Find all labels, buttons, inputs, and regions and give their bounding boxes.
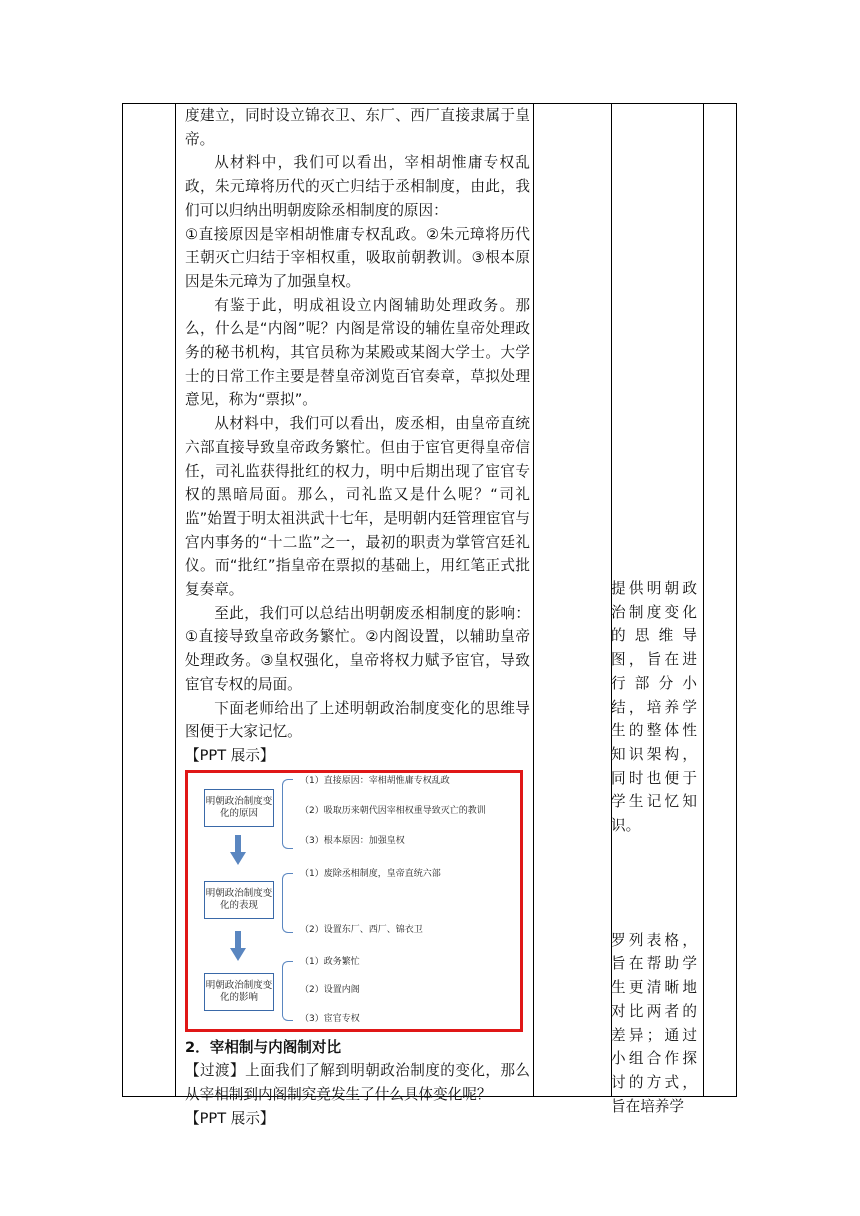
column-divider [175,104,176,1096]
mindmap-item: （2）设置内阁 [300,984,360,995]
design-intent-cell [611,577,697,1118]
paragraph: 至此，我们可以总结出明朝废丞相制度的影响：①直接导致皇帝政务繁忙。②内阁设置，以辅助皇帝处理政务。③皇权强化，皇帝将权力赋予宦官，导致宦官专权的局面。 [185,604,530,693]
paragraph: ①直接原因是宰相胡惟庸专权乱政。②朱元璋将历代王朝灭亡归结于宰相权重，吸取前朝教训。③根本原因是朱元璋为了加强皇权。 [185,225,530,290]
brace-line [282,873,293,933]
paragraph: 下面老师给出了上述明朝政治制度变化的思维导图便于大家记忆。 [185,699,530,741]
section-heading: 2．宰相制与内阁制对比 [185,1038,342,1056]
brace-line [282,961,293,1021]
down-arrow-icon [230,835,246,865]
ppt-label: 【PPT 展示】 [185,746,275,764]
mindmap-box-causes: 明朝政治制度变化的原因 [204,789,274,827]
ppt-mindmap [185,770,523,1032]
mindmap-item: （1）废除丞相制度，皇帝直统六部 [300,868,441,879]
mindmap-item: （3）根本原因：加强皇权 [300,835,405,846]
mindmap-item: （3）宦官专权 [300,1013,360,1024]
teaching-process-cell [179,104,534,1131]
lesson-table [122,103,737,1127]
design-note: 提供明朝政治制度变化的思维导图，旨在进行部分小结，培养学生的整体性知识架构，同时也便于学生记忆知识。 [611,580,697,835]
brace-line [282,779,293,849]
paragraph: 度建立，同时设立锦衣卫、东厂、西厂直接隶属于皇帝。 [185,107,530,148]
mindmap-item: （1）政务繁忙 [300,956,360,967]
down-arrow-icon [230,931,246,961]
paragraph: 【过渡】上面我们了解到明朝政治制度的变化，那么从宰相制到内阁制究竟发生了什么具体变化呢？ [185,1062,530,1104]
mindmap-item: （1）直接原因：宰相胡惟庸专权乱政 [300,775,450,786]
paragraph: 从材料中，我们可以看出，废丞相，由皇帝直统六部直接导致皇帝政务繁忙。但由于宦官更得皇帝信任，司礼监获得批红的权力，明中后期出现了宦官专权的黑暗局面。那么，司礼监又是什么呢？“司礼监”始置于明太祖洪武十七年，是明朝内廷管理宦官与宫内事务的“十二监”之一，最初的职责为掌管宫廷礼仪。而“批红”指皇帝在票拟的基础上，用红笔正式批复奏章。 [185,415,530,599]
column-divider [703,104,704,1096]
mindmap-box-manifestations: 明朝政治制度变化的表现 [204,881,274,919]
mindmap-item: （2）吸取历来朝代因宰相权重导致灭亡的教训 [300,805,486,816]
mindmap-box-effects: 明朝政治制度变化的影响 [204,973,274,1011]
paragraph: 从材料中，我们可以看出，宰相胡惟庸专权乱政，朱元璋将历代的灭亡归结于丞相制度，由此，我们可以归纳出明朝废除丞相制度的原因： [185,154,530,219]
ppt-label: 【PPT 展示】 [185,1109,275,1127]
paragraph: 有鉴于此，明成祖设立内阁辅助处理政务。那么，什么是“内阁”呢？内阁是常设的辅佐皇帝处理政务的秘书机构，其官员称为某殿或某阁大学士。大学士的日常工作主要是替皇帝浏览百官奏章，草拟处理意见，称为“票拟”。 [185,296,530,409]
design-note: 罗列表格，旨在帮助学生更清晰地对比两者的差异；通过小组合作探讨的方式，旨在培养学 [611,931,697,1115]
mindmap-item: （2）设置东厂、西厂、锦衣卫 [300,924,423,935]
